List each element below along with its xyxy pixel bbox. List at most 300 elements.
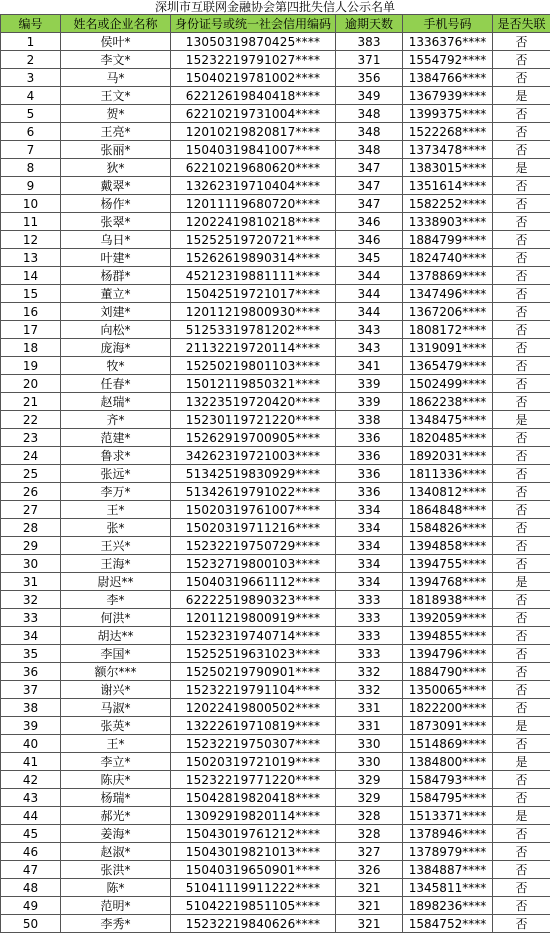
cell-name: 赵瑞* <box>61 393 171 411</box>
cell-phone: 1820485**** <box>403 429 493 447</box>
table-row <box>1 321 550 339</box>
table-row <box>1 177 550 195</box>
table-row <box>1 195 550 213</box>
cell-phone: 1554792**** <box>403 51 493 69</box>
cell-number: 33 <box>1 609 61 627</box>
cell-lost-contact: 否 <box>493 375 550 393</box>
cell-lost-contact: 否 <box>493 771 550 789</box>
cell-name: 姜海* <box>61 825 171 843</box>
cell-lost-contact: 否 <box>493 843 550 861</box>
cell-lost-contact: 否 <box>493 321 550 339</box>
cell-lost-contact: 否 <box>493 483 550 501</box>
cell-id-code: 13222619710819**** <box>171 717 336 735</box>
table-row <box>1 123 550 141</box>
column-header-overdue-days: 逾期天数 <box>336 15 403 33</box>
cell-phone: 1384887**** <box>403 861 493 879</box>
cell-lost-contact: 否 <box>493 339 550 357</box>
cell-id-code: 15043019761212**** <box>171 825 336 843</box>
cell-overdue-days: 343 <box>336 321 403 339</box>
cell-lost-contact: 否 <box>493 51 550 69</box>
cell-id-code: 15043019821013**** <box>171 843 336 861</box>
table-row <box>1 447 550 465</box>
cell-phone: 1383015**** <box>403 159 493 177</box>
cell-name: 杨群* <box>61 267 171 285</box>
cell-name: 李文* <box>61 51 171 69</box>
cell-lost-contact: 否 <box>493 735 550 753</box>
cell-overdue-days: 321 <box>336 915 403 933</box>
cell-name: 刘建* <box>61 303 171 321</box>
cell-name: 尉迟** <box>61 573 171 591</box>
table-row <box>1 411 550 429</box>
cell-number: 15 <box>1 285 61 303</box>
cell-lost-contact: 是 <box>493 411 550 429</box>
cell-id-code: 15250219801103**** <box>171 357 336 375</box>
cell-overdue-days: 333 <box>336 645 403 663</box>
table-row <box>1 735 550 753</box>
cell-overdue-days: 331 <box>336 717 403 735</box>
table-row <box>1 465 550 483</box>
table-row <box>1 393 550 411</box>
cell-number: 14 <box>1 267 61 285</box>
blacklist-table <box>0 14 550 933</box>
cell-name: 乌日* <box>61 231 171 249</box>
cell-number: 18 <box>1 339 61 357</box>
cell-phone: 1378979**** <box>403 843 493 861</box>
cell-lost-contact: 否 <box>493 177 550 195</box>
cell-overdue-days: 329 <box>336 771 403 789</box>
cell-number: 28 <box>1 519 61 537</box>
cell-phone: 1351614**** <box>403 177 493 195</box>
cell-lost-contact: 否 <box>493 123 550 141</box>
cell-phone: 1824740**** <box>403 249 493 267</box>
sheet-title: 深圳市互联网金融协会第四批失信人公示名单 <box>0 0 550 14</box>
cell-overdue-days: 339 <box>336 393 403 411</box>
cell-overdue-days: 347 <box>336 159 403 177</box>
cell-phone: 1822200**** <box>403 699 493 717</box>
cell-number: 22 <box>1 411 61 429</box>
cell-lost-contact: 是 <box>493 717 550 735</box>
cell-name: 张翠* <box>61 213 171 231</box>
cell-phone: 1811336**** <box>403 465 493 483</box>
cell-phone: 1513371**** <box>403 807 493 825</box>
cell-phone: 1367939**** <box>403 87 493 105</box>
cell-number: 35 <box>1 645 61 663</box>
cell-number: 4 <box>1 87 61 105</box>
column-header-id-code: 身份证号或统一社会信用编码 <box>171 15 336 33</box>
cell-id-code: 62210219680620**** <box>171 159 336 177</box>
table-row <box>1 861 550 879</box>
cell-number: 20 <box>1 375 61 393</box>
cell-overdue-days: 333 <box>336 627 403 645</box>
cell-id-code: 15040219781002**** <box>171 69 336 87</box>
table-row <box>1 825 550 843</box>
cell-lost-contact: 否 <box>493 501 550 519</box>
cell-number: 29 <box>1 537 61 555</box>
cell-lost-contact: 否 <box>493 231 550 249</box>
cell-number: 41 <box>1 753 61 771</box>
cell-id-code: 51042219851105**** <box>171 897 336 915</box>
cell-phone: 1340812**** <box>403 483 493 501</box>
cell-id-code: 13050319870425**** <box>171 33 336 51</box>
cell-number: 38 <box>1 699 61 717</box>
table-row <box>1 33 550 51</box>
cell-phone: 1584752**** <box>403 915 493 933</box>
cell-overdue-days: 347 <box>336 195 403 213</box>
cell-number: 10 <box>1 195 61 213</box>
cell-lost-contact: 否 <box>493 555 550 573</box>
cell-number: 26 <box>1 483 61 501</box>
cell-lost-contact: 否 <box>493 69 550 87</box>
cell-phone: 1345811**** <box>403 879 493 897</box>
cell-overdue-days: 341 <box>336 357 403 375</box>
table-row <box>1 483 550 501</box>
cell-overdue-days: 332 <box>336 663 403 681</box>
cell-name: 张英* <box>61 717 171 735</box>
cell-id-code: 15020319711216**** <box>171 519 336 537</box>
cell-name: 谢兴* <box>61 681 171 699</box>
cell-name: 张丽* <box>61 141 171 159</box>
cell-id-code: 34262319721003**** <box>171 447 336 465</box>
cell-overdue-days: 344 <box>336 267 403 285</box>
cell-id-code: 15020319721019**** <box>171 753 336 771</box>
cell-number: 3 <box>1 69 61 87</box>
cell-overdue-days: 334 <box>336 537 403 555</box>
cell-overdue-days: 321 <box>336 897 403 915</box>
cell-phone: 1864848**** <box>403 501 493 519</box>
cell-name: 庞海* <box>61 339 171 357</box>
cell-id-code: 15232719800103**** <box>171 555 336 573</box>
cell-id-code: 15232219840626**** <box>171 915 336 933</box>
table-row <box>1 717 550 735</box>
table-row <box>1 285 550 303</box>
table-row <box>1 249 550 267</box>
cell-overdue-days: 328 <box>336 825 403 843</box>
cell-name: 李国* <box>61 645 171 663</box>
cell-number: 48 <box>1 879 61 897</box>
cell-overdue-days: 334 <box>336 519 403 537</box>
cell-lost-contact: 否 <box>493 303 550 321</box>
cell-name: 李立* <box>61 753 171 771</box>
cell-lost-contact: 否 <box>493 789 550 807</box>
cell-overdue-days: 348 <box>336 123 403 141</box>
cell-id-code: 15262619890314**** <box>171 249 336 267</box>
cell-id-code: 15232219791027**** <box>171 51 336 69</box>
table-row <box>1 375 550 393</box>
cell-overdue-days: 338 <box>336 411 403 429</box>
cell-number: 39 <box>1 717 61 735</box>
cell-name: 李万* <box>61 483 171 501</box>
cell-phone: 1884799**** <box>403 231 493 249</box>
cell-number: 17 <box>1 321 61 339</box>
cell-lost-contact: 否 <box>493 195 550 213</box>
cell-name: 胡达** <box>61 627 171 645</box>
cell-phone: 1502499**** <box>403 375 493 393</box>
cell-overdue-days: 330 <box>336 735 403 753</box>
cell-lost-contact: 是 <box>493 159 550 177</box>
table-body <box>1 33 550 933</box>
cell-phone: 1884790**** <box>403 663 493 681</box>
cell-phone: 1808172**** <box>403 321 493 339</box>
cell-name: 向松* <box>61 321 171 339</box>
cell-id-code: 15042519721017**** <box>171 285 336 303</box>
cell-name: 任春* <box>61 375 171 393</box>
cell-overdue-days: 326 <box>336 861 403 879</box>
cell-number: 36 <box>1 663 61 681</box>
cell-overdue-days: 356 <box>336 69 403 87</box>
cell-number: 11 <box>1 213 61 231</box>
cell-id-code: 15250219790901**** <box>171 663 336 681</box>
cell-id-code: 15040319841007**** <box>171 141 336 159</box>
cell-name: 张远* <box>61 465 171 483</box>
cell-overdue-days: 343 <box>336 339 403 357</box>
table-row <box>1 645 550 663</box>
cell-id-code: 62212619840418**** <box>171 87 336 105</box>
cell-number: 19 <box>1 357 61 375</box>
cell-lost-contact: 否 <box>493 609 550 627</box>
cell-name: 杨作* <box>61 195 171 213</box>
cell-number: 23 <box>1 429 61 447</box>
cell-number: 12 <box>1 231 61 249</box>
cell-id-code: 15232219750307**** <box>171 735 336 753</box>
cell-id-code: 62222519890323**** <box>171 591 336 609</box>
cell-number: 16 <box>1 303 61 321</box>
cell-overdue-days: 334 <box>336 501 403 519</box>
cell-number: 7 <box>1 141 61 159</box>
cell-lost-contact: 否 <box>493 519 550 537</box>
cell-overdue-days: 334 <box>336 555 403 573</box>
table-row <box>1 87 550 105</box>
cell-overdue-days: 334 <box>336 573 403 591</box>
cell-overdue-days: 383 <box>336 33 403 51</box>
cell-overdue-days: 333 <box>336 609 403 627</box>
cell-lost-contact: 否 <box>493 825 550 843</box>
cell-id-code: 12011119680720**** <box>171 195 336 213</box>
cell-overdue-days: 327 <box>336 843 403 861</box>
cell-phone: 1319091**** <box>403 339 493 357</box>
cell-id-code: 15012119850321**** <box>171 375 336 393</box>
cell-phone: 1873091**** <box>403 717 493 735</box>
cell-number: 2 <box>1 51 61 69</box>
cell-lost-contact: 否 <box>493 447 550 465</box>
cell-name: 贺* <box>61 105 171 123</box>
cell-number: 49 <box>1 897 61 915</box>
cell-lost-contact: 否 <box>493 141 550 159</box>
cell-name: 董立* <box>61 285 171 303</box>
cell-lost-contact: 否 <box>493 33 550 51</box>
cell-name: 侯叶* <box>61 33 171 51</box>
table-row <box>1 915 550 933</box>
table-row <box>1 609 550 627</box>
cell-id-code: 15252519631023**** <box>171 645 336 663</box>
cell-lost-contact: 否 <box>493 429 550 447</box>
cell-id-code: 15232219771220**** <box>171 771 336 789</box>
cell-phone: 1514869**** <box>403 735 493 753</box>
cell-phone: 1350065**** <box>403 681 493 699</box>
column-header-lost-contact: 是否失联 <box>493 15 550 33</box>
cell-lost-contact: 否 <box>493 699 550 717</box>
cell-phone: 1338903**** <box>403 213 493 231</box>
cell-overdue-days: 344 <box>336 285 403 303</box>
cell-number: 30 <box>1 555 61 573</box>
cell-lost-contact: 否 <box>493 249 550 267</box>
table-row <box>1 663 550 681</box>
cell-overdue-days: 336 <box>336 483 403 501</box>
cell-phone: 1582252**** <box>403 195 493 213</box>
cell-overdue-days: 336 <box>336 447 403 465</box>
cell-overdue-days: 333 <box>336 591 403 609</box>
table-row <box>1 897 550 915</box>
cell-phone: 1394796**** <box>403 645 493 663</box>
table-row <box>1 141 550 159</box>
cell-id-code: 51041119911222**** <box>171 879 336 897</box>
table-row <box>1 681 550 699</box>
cell-name: 杨瑞* <box>61 789 171 807</box>
cell-phone: 1347496**** <box>403 285 493 303</box>
cell-lost-contact: 是 <box>493 753 550 771</box>
table-row <box>1 267 550 285</box>
cell-overdue-days: 330 <box>336 753 403 771</box>
cell-id-code: 62210219731004**** <box>171 105 336 123</box>
cell-overdue-days: 348 <box>336 141 403 159</box>
cell-id-code: 13223519720420**** <box>171 393 336 411</box>
cell-name: 李秀* <box>61 915 171 933</box>
column-header-name: 姓名或企业名称 <box>61 15 171 33</box>
cell-name: 郝光* <box>61 807 171 825</box>
cell-phone: 1392059**** <box>403 609 493 627</box>
cell-overdue-days: 347 <box>336 177 403 195</box>
cell-lost-contact: 否 <box>493 897 550 915</box>
table-row <box>1 303 550 321</box>
cell-phone: 1394755**** <box>403 555 493 573</box>
cell-number: 27 <box>1 501 61 519</box>
cell-number: 6 <box>1 123 61 141</box>
cell-name: 张* <box>61 519 171 537</box>
cell-id-code: 15262919700905**** <box>171 429 336 447</box>
cell-name: 陈庆* <box>61 771 171 789</box>
cell-id-code: 13092919820114**** <box>171 807 336 825</box>
cell-overdue-days: 331 <box>336 699 403 717</box>
cell-number: 40 <box>1 735 61 753</box>
cell-number: 25 <box>1 465 61 483</box>
cell-id-code: 13262319710404**** <box>171 177 336 195</box>
cell-name: 额尔*** <box>61 663 171 681</box>
table-row <box>1 213 550 231</box>
cell-overdue-days: 348 <box>336 105 403 123</box>
cell-number: 1 <box>1 33 61 51</box>
cell-phone: 1584795**** <box>403 789 493 807</box>
cell-number: 42 <box>1 771 61 789</box>
table-row <box>1 879 550 897</box>
cell-phone: 1584793**** <box>403 771 493 789</box>
cell-phone: 1399375**** <box>403 105 493 123</box>
column-header-phone: 手机号码 <box>403 15 493 33</box>
cell-id-code: 12011219800919**** <box>171 609 336 627</box>
cell-name: 王亮* <box>61 123 171 141</box>
cell-id-code: 51342619791022**** <box>171 483 336 501</box>
cell-number: 8 <box>1 159 61 177</box>
table-row <box>1 573 550 591</box>
cell-lost-contact: 否 <box>493 213 550 231</box>
table-row <box>1 753 550 771</box>
cell-phone: 1336376**** <box>403 33 493 51</box>
cell-overdue-days: 339 <box>336 375 403 393</box>
table-row <box>1 771 550 789</box>
table-row <box>1 69 550 87</box>
cell-number: 31 <box>1 573 61 591</box>
cell-number: 21 <box>1 393 61 411</box>
cell-id-code: 51253319781202**** <box>171 321 336 339</box>
cell-id-code: 15040319661112**** <box>171 573 336 591</box>
cell-id-code: 45212319881111**** <box>171 267 336 285</box>
cell-lost-contact: 否 <box>493 285 550 303</box>
cell-phone: 1394855**** <box>403 627 493 645</box>
table-row <box>1 105 550 123</box>
cell-id-code: 15230119721220**** <box>171 411 336 429</box>
table-row <box>1 501 550 519</box>
cell-lost-contact: 否 <box>493 861 550 879</box>
cell-lost-contact: 否 <box>493 465 550 483</box>
cell-name: 范建* <box>61 429 171 447</box>
cell-id-code: 21132219720114**** <box>171 339 336 357</box>
cell-lost-contact: 否 <box>493 645 550 663</box>
cell-phone: 1862238**** <box>403 393 493 411</box>
cell-lost-contact: 否 <box>493 537 550 555</box>
cell-id-code: 15042819820418**** <box>171 789 336 807</box>
cell-name: 齐* <box>61 411 171 429</box>
cell-name: 何洪* <box>61 609 171 627</box>
table-row <box>1 519 550 537</box>
cell-lost-contact: 是 <box>493 573 550 591</box>
cell-overdue-days: 328 <box>336 807 403 825</box>
cell-phone: 1818938**** <box>403 591 493 609</box>
table-row <box>1 51 550 69</box>
cell-phone: 1378946**** <box>403 825 493 843</box>
table-row <box>1 339 550 357</box>
cell-name: 牧* <box>61 357 171 375</box>
table-row <box>1 357 550 375</box>
cell-lost-contact: 否 <box>493 915 550 933</box>
cell-phone: 1394768**** <box>403 573 493 591</box>
table-row <box>1 231 550 249</box>
cell-phone: 1384766**** <box>403 69 493 87</box>
cell-name: 马* <box>61 69 171 87</box>
table-row <box>1 555 550 573</box>
cell-lost-contact: 否 <box>493 663 550 681</box>
cell-id-code: 15252519720721**** <box>171 231 336 249</box>
cell-lost-contact: 否 <box>493 681 550 699</box>
cell-name: 狄* <box>61 159 171 177</box>
cell-number: 9 <box>1 177 61 195</box>
cell-phone: 1373478**** <box>403 141 493 159</box>
cell-name: 范明* <box>61 897 171 915</box>
cell-number: 34 <box>1 627 61 645</box>
cell-overdue-days: 371 <box>336 51 403 69</box>
cell-overdue-days: 344 <box>336 303 403 321</box>
cell-name: 叶建* <box>61 249 171 267</box>
cell-name: 鲁求* <box>61 447 171 465</box>
cell-number: 24 <box>1 447 61 465</box>
table-row <box>1 429 550 447</box>
cell-id-code: 15232219791104**** <box>171 681 336 699</box>
cell-number: 13 <box>1 249 61 267</box>
cell-id-code: 51342519830929**** <box>171 465 336 483</box>
cell-number: 44 <box>1 807 61 825</box>
cell-phone: 1892031**** <box>403 447 493 465</box>
cell-name: 马淑* <box>61 699 171 717</box>
cell-name: 戴翠* <box>61 177 171 195</box>
cell-overdue-days: 336 <box>336 465 403 483</box>
cell-name: 王文* <box>61 87 171 105</box>
